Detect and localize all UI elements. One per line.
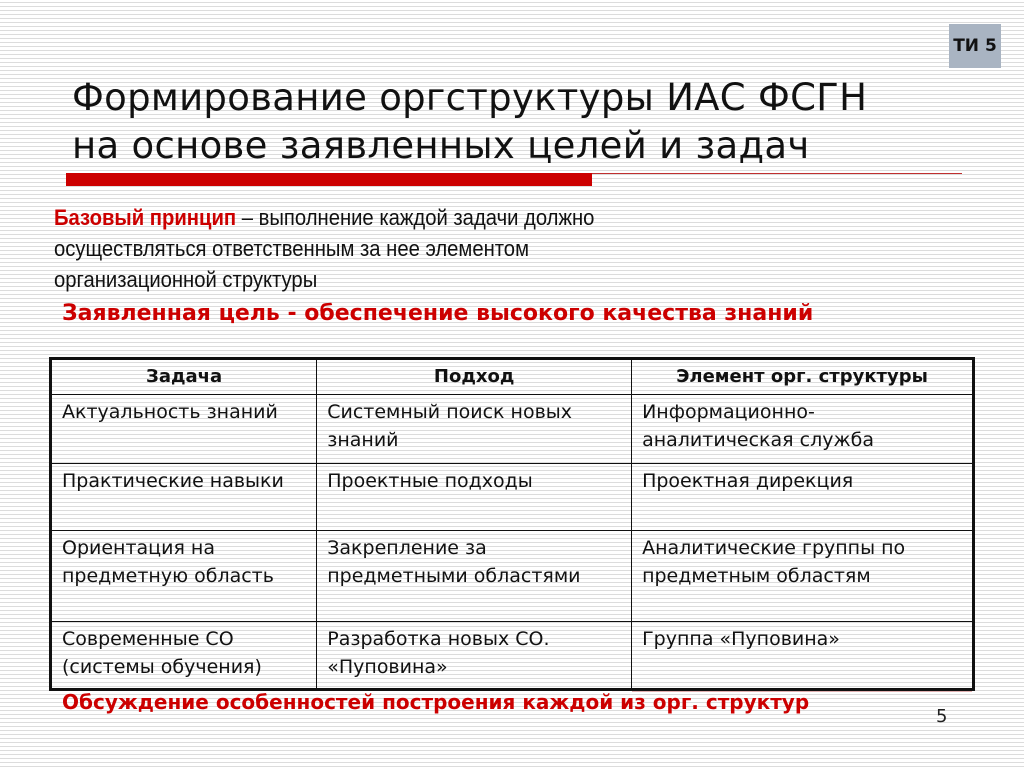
header-org-element: Элемент орг. структуры — [632, 359, 974, 395]
principle-label: Базовый принцип — [54, 205, 237, 230]
table-header-row — [51, 359, 974, 395]
principle-text-2: осуществляться ответственным за нее элементом — [54, 236, 529, 261]
title-underline-thin — [592, 173, 962, 174]
cell-org-element: Проектная дирекция — [632, 464, 974, 531]
table-row — [51, 464, 974, 531]
cell-approach: Разработка новых СО. «Пуповина» — [317, 622, 632, 690]
title-underline-thick — [66, 173, 592, 186]
principle-text-1: – выполнение каждой задачи должно — [236, 205, 595, 230]
cell-approach: Проектные подходы — [317, 464, 632, 531]
cell-task: Практические навыки — [51, 464, 317, 531]
table-row — [51, 395, 974, 464]
tasks-table — [49, 357, 975, 691]
cell-task: Современные СО (системы обучения) — [51, 622, 317, 690]
title-line-2: на основе заявленных целей и задач — [72, 124, 810, 167]
table-row — [51, 531, 974, 622]
declared-goal: Заявленная цель - обеспечение высокого качества знаний — [62, 301, 814, 326]
cell-approach: Системный поиск новых знаний — [317, 395, 632, 464]
principle-text-3: организационной структуры — [54, 267, 318, 292]
page-number: 5 — [936, 706, 948, 727]
cell-org-element: Аналитические группы по предметным областям — [632, 531, 974, 622]
slide-title — [72, 74, 952, 170]
slide-code-badge: ТИ 5 — [949, 24, 1001, 68]
cell-task: Ориентация на предметную область — [51, 531, 317, 622]
base-principle — [54, 202, 845, 295]
cell-approach: Закрепление за предметными областями — [317, 531, 632, 622]
title-line-1: Формирование оргструктуры ИАС ФСГН — [72, 76, 868, 119]
table-row — [51, 622, 974, 690]
header-task: Задача — [51, 359, 317, 395]
discussion-note: Обсуждение особенностей построения каждой из орг. структур — [62, 690, 810, 714]
cell-org-element: Информационно-аналитическая служба — [632, 395, 974, 464]
header-approach: Подход — [317, 359, 632, 395]
cell-task: Актуальность знаний — [51, 395, 317, 464]
cell-org-element: Группа «Пуповина» — [632, 622, 974, 690]
